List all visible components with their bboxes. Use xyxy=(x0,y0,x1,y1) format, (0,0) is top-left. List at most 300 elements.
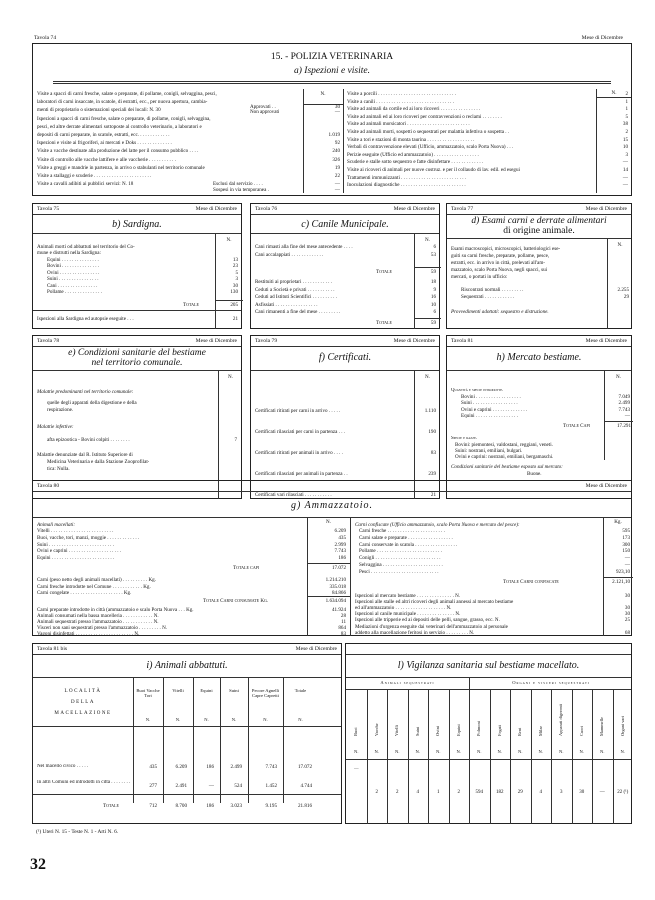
total-value: 9.195 xyxy=(265,803,277,809)
text-line: Condizioni sanitarie del bestiame esposto sul mercato: xyxy=(451,464,563,470)
table-label: Tavola 77 xyxy=(451,206,474,212)
row-value: 30 xyxy=(624,611,630,618)
row-label: Verbali di contravvenzione elevati (Ufficio, ammazzatoio, scalo Porta Nuova) . . . xyxy=(347,144,514,151)
n-header: N. xyxy=(518,749,523,754)
row-value: 6 xyxy=(433,244,436,250)
row-label: Equini . . . . . . . . . . . . . . . xyxy=(47,257,99,263)
table-81 xyxy=(446,335,632,499)
row-label: Scuderie e stalle sotto sequestro e fatte disinfettare . . . . . . . . . . . . . xyxy=(347,159,484,166)
row-label: Pollame . . . . . . . . . . . . . . . xyxy=(47,289,102,295)
row-value: 83 xyxy=(340,631,346,638)
row-value: 335.018 xyxy=(329,583,346,590)
group-header: Organi e visceri sequestrati xyxy=(512,680,590,685)
total-value: 1.634.094 xyxy=(325,598,346,604)
location-header: MACELLAZIONE xyxy=(54,711,112,716)
row-value: 2 xyxy=(625,129,628,135)
row-value: 84.866 xyxy=(331,590,346,596)
row-label: Visite a vacche destinate alla produzione del latte per il consumo pubblico . . . . xyxy=(37,148,199,155)
row-value: 11 xyxy=(341,619,346,626)
row-value: — xyxy=(624,412,630,419)
column-header: Mammelle xyxy=(599,716,605,736)
n-header: N. xyxy=(204,717,209,722)
n-header: N. xyxy=(320,91,326,97)
table-76 xyxy=(250,203,440,329)
cell-value: 1.452 xyxy=(265,783,277,789)
row-label: Carni (peso netto degli animali macellati) . . . . . . . . . . Kg. xyxy=(37,577,156,583)
row-value: 21 xyxy=(232,316,238,322)
table-title: d) Esami carni e derrate alimentari xyxy=(471,216,607,226)
row-label: Ovini e caprini . . . . . . . . . . . . . . . . . . . . . xyxy=(37,548,122,555)
cell-value: 7.743 xyxy=(265,764,277,770)
row-value: 92 xyxy=(334,140,340,147)
row-label: Visite a spacci di carni fresche, salate o preparate, di pollame, conigli, selvaggina, pesci, xyxy=(37,91,217,97)
n-header: N. xyxy=(600,749,605,754)
n-header: N. xyxy=(436,749,441,754)
row-label: Suini . . . . . . . . . . . . . . . . . . xyxy=(461,400,518,407)
month-label: Mese di Dicembre xyxy=(393,206,435,212)
footnote: Provvedimenti adottati: sequestro e distruzione. xyxy=(451,309,549,315)
header-right: Mese di Dicembre xyxy=(581,35,623,41)
row-label: ed all'ammazzatoio . . . . . . . . . . . . . . . . . . . . N. xyxy=(355,605,452,612)
row-label: Carni conservate in scatola . . . . . . . . . . . . . . . . . xyxy=(359,541,458,548)
row-value: 22 xyxy=(334,173,340,179)
row-label: addetto alla macellazione feritosi in servizio . . . . . . . . . N. xyxy=(355,629,475,636)
row-label: Visite a cavalli adibiti ai pubblici servizi: N. 18 xyxy=(37,181,134,188)
text-line: Bovini: piemontesi, valdostani, reggiani, veneti. xyxy=(455,442,553,448)
row-label: Cani . . . . . . . . . . . . . . . . xyxy=(47,282,98,289)
total-label: Totale xyxy=(183,302,199,308)
table-title: b) Sardigna. xyxy=(112,219,162,230)
row-value: 7.049 xyxy=(618,394,630,400)
row-label: menti di proprietario o sistemazioni speciali dei locali: N. 30 xyxy=(37,107,161,114)
intro-line: Animali morti od abbattuti nel territorio del Co- xyxy=(37,244,135,250)
approval-value: 30 xyxy=(334,104,340,110)
table-label: Tavola 81 bis xyxy=(37,646,68,652)
column-header: Suini xyxy=(229,688,239,693)
row-value: 14 xyxy=(622,167,628,173)
row-label: Vagoni disinfettati . . . . . . . . . . . . . . . . . . . . . . . N. xyxy=(37,631,140,638)
table-title: l) Vigilanza sanitaria sul bestiame macellato. xyxy=(397,660,580,671)
table-label: Tavola 81 xyxy=(451,338,474,344)
column-header: Buoi xyxy=(353,727,359,736)
row-value: 6 xyxy=(433,309,436,315)
cell-value: 182 xyxy=(496,790,504,795)
row-label: Animali consumati nella bassa macelleria . . . . . . . . . . . . N. xyxy=(37,613,159,620)
cell-value: 186 xyxy=(206,764,214,770)
total-label: Totale Carni consumate Kg. xyxy=(203,598,269,604)
n-header: N. xyxy=(263,717,268,722)
row-value: 2 xyxy=(625,91,628,97)
n-header: N. xyxy=(559,749,564,754)
cell-value: 1 xyxy=(437,790,440,795)
row-label: Visite ad animali morti, sospetti o sequestrati per malattia infettiva o sospetta . . xyxy=(347,129,510,135)
cell-value: — xyxy=(353,765,359,770)
total-value: 712 xyxy=(149,803,157,809)
location-header: LOCALITÀ xyxy=(64,689,102,694)
text-line: Medicina Veterinaria e dalla Stazione Zooprofilat- xyxy=(47,459,150,465)
text-line: Suini: nostrani, emiliani, bulgari. xyxy=(455,448,523,454)
row-label: Visceri non sani sequestrati presso l'ammazzatoio . . . . . . . . . N. xyxy=(37,625,168,632)
approval-label: Approvati . . xyxy=(250,104,276,110)
row-label: Vitelli . . . . . . . . . . . . . . . . . . . . . . . . . xyxy=(37,528,114,534)
month-label: Mese di Dicembre xyxy=(195,206,237,212)
text-line: guiti su carni fresche, preparate, pollame, pesce, xyxy=(451,253,550,259)
row-value: 30 xyxy=(232,282,238,289)
row-value: 28 xyxy=(340,613,346,620)
total-label: Totale Capi xyxy=(563,423,591,429)
column-header: Reni xyxy=(517,727,523,736)
cell-value: 17.072 xyxy=(297,764,312,770)
row-label: Ceduti ad Istituti Scientifici . . . . . . . . . . xyxy=(255,294,337,300)
column-header: Vitelli xyxy=(394,725,400,736)
section-label: Quantità e specie introdotte. xyxy=(451,388,504,393)
row-label: pesci, ed altre derrate alimentari sottoposte al controllo veterinario, a laboratori e xyxy=(37,123,202,130)
row-value: 300 xyxy=(622,541,630,548)
table-title: i) Animali abbattuti. xyxy=(146,660,228,671)
total-label: Totale Carni confiscate xyxy=(503,579,559,585)
page-number: 32 xyxy=(30,856,46,873)
horse-value: — xyxy=(334,181,340,187)
text-line: mazzatoio, scalo Porta Nuova, negli spacci, sui xyxy=(451,267,548,273)
cell-value: — xyxy=(599,790,605,795)
text-line: mercati, o portati in ufficio: xyxy=(451,274,508,280)
table-80 xyxy=(32,480,632,636)
row-value: 30 xyxy=(624,605,630,612)
row-value: 16 xyxy=(430,294,436,300)
text-line: Buone. xyxy=(527,471,542,477)
row-label: Suini . . . . . . . . . . . . . . . . xyxy=(47,276,99,283)
n-header: N. xyxy=(456,749,461,754)
row-label: Visite a tori e stazioni di monta taurina . . . . . . . . . . . . . . . . . . . xyxy=(347,136,475,143)
horse-value: — xyxy=(334,187,340,193)
row-label: Restituiti ai proprietari . . . . . . . . . . . . xyxy=(255,279,332,285)
n-header: N. xyxy=(579,749,584,754)
cell-value: 6.209 xyxy=(175,764,187,770)
n-header: N. xyxy=(175,717,181,722)
row-value: 21 xyxy=(430,492,436,498)
row-value: 435 xyxy=(338,534,346,541)
column-header: Fegati xyxy=(496,725,502,736)
row-label: Ispezioni a spacci di carni fresche, salate o preparate, di pollame, conigli, selvaggina, xyxy=(37,115,211,122)
row-label: Ispezioni al mercato bestiame . . . . . . . . . . . . . . . N. xyxy=(355,593,461,599)
total-value: 59 xyxy=(430,269,436,275)
row-label: Ispezioni alle tripperie ed ai depositi delle pelli, sangue, grasso, ecc. N. xyxy=(355,617,500,624)
column-header: Vacche xyxy=(373,723,379,736)
row-value: 29 xyxy=(623,294,629,300)
row-label: Visite ad animali ed ai loro ricoveri per contravvenzioni o reclami . . . . . . . . xyxy=(347,113,502,120)
text-line: Malattie predominanti nel territorio comunale: xyxy=(37,389,134,395)
total-value: 21.816 xyxy=(297,803,312,809)
row-label: Carni preparate introdotte in città (ammazzatoio e scalo Porta Nuova . . . Kg. xyxy=(37,607,194,613)
location-header: DELLA xyxy=(71,700,95,705)
cell-value: 4 xyxy=(539,790,542,795)
row-label: Certificati ritirati per carni in arrivo . . . . . xyxy=(255,408,341,414)
row-value: 5 xyxy=(625,113,628,120)
row-value: 3 xyxy=(235,276,238,283)
text-line: estratti, ecc. in arrivo in città, prelevati all'am- xyxy=(451,260,545,266)
column-header: Apparati digerenti xyxy=(558,703,564,736)
row-value: 1 xyxy=(625,106,628,113)
horse-label: Sospesi in via temporanea . xyxy=(213,187,269,193)
row-label: Visite ad animali da cortile ed ai loro ricoveri . . . . . . . . . . . . . . . . xyxy=(347,106,481,113)
row-value: 7.743 xyxy=(334,548,346,555)
row-value: 83 xyxy=(430,450,436,456)
row-value: — xyxy=(624,555,630,562)
table-title: f) Certificati. xyxy=(318,352,372,363)
column-header: Buoi Vacche Tori xyxy=(136,688,160,698)
row-label: depositi di carni preparate, in scatole, estratti, ecc. . . . . . . . . . . . . xyxy=(37,132,170,138)
total-value: 205 xyxy=(230,302,238,308)
total-value: 59 xyxy=(430,320,436,326)
group-header: Animali sequestrati xyxy=(380,680,435,685)
cell-value: 29 xyxy=(517,790,523,795)
cell-value: 2 xyxy=(375,790,378,795)
row-label: Carni fresche introdotte nel Comune . . . . . . . . . . . . Kg. xyxy=(37,583,151,590)
row-value: 186 xyxy=(338,555,346,562)
n-header: N. xyxy=(374,749,379,754)
column-header: Suini xyxy=(414,726,420,736)
n-header: N. xyxy=(354,749,359,754)
row-value: 23 xyxy=(232,263,238,270)
row-value: 5 xyxy=(235,269,238,276)
row-label: Ispezioni e visite ai frigoriferi, ai mercati e Doks . . . . . . . . . . . . . . xyxy=(37,140,172,147)
footnote: (¹) Uteri N. 15 - Teste N. 1 - Arti N. 6. xyxy=(36,829,119,835)
total-label: Totale capi xyxy=(233,565,260,571)
cell-value: 435 xyxy=(149,764,157,770)
total-value: 186 xyxy=(206,803,214,809)
n-header: N. xyxy=(616,374,621,380)
column-header: Cuori xyxy=(578,725,584,736)
row-value: 1.019 xyxy=(328,132,340,138)
cell-value: 2.499 xyxy=(230,764,242,770)
approval-label: Non approvati xyxy=(250,109,280,115)
month-label: Mese di Dicembre xyxy=(585,338,627,344)
n-header: N. xyxy=(538,749,543,754)
row-value: 13 xyxy=(232,257,238,263)
row-label: Equini . . . . . . . . . . . . . . . . . . . . . . . . . xyxy=(37,555,115,562)
n-header: N. xyxy=(226,237,232,243)
row-label: Equini . . . . . . . . . . . . . . . . . xyxy=(461,412,518,419)
text-line: afta epizootica - Bovini colpiti . . . . . . . . xyxy=(47,437,130,443)
table-label: Tavola 80 xyxy=(37,483,60,489)
cell-value: 2 xyxy=(396,790,399,795)
n-header: N. xyxy=(415,749,420,754)
column-header: Equini xyxy=(455,724,461,736)
row-value: 923,10 xyxy=(615,568,630,575)
month-label: Mese di Dicembre xyxy=(585,483,627,489)
row-value: 1.214.210 xyxy=(325,577,346,583)
month-label: Mese di Dicembre xyxy=(295,646,337,652)
column-header: Polmoni xyxy=(476,721,482,736)
row-value: 7.743 xyxy=(618,406,630,413)
row-value: 3 xyxy=(625,151,628,158)
row-value: — xyxy=(622,174,628,181)
row-label: Carni fresche . . . . . . . . . . . . . . . . . . . . . . . xyxy=(359,528,445,534)
row-label: Ispezioni alla Sardigna ed autopsie eseguite . . . xyxy=(37,316,134,322)
n-header: N. xyxy=(145,717,151,722)
subtitle: a) Ispezioni e visite. xyxy=(294,66,370,76)
row-value: 2.499 xyxy=(618,400,630,407)
row-value: — xyxy=(622,159,628,166)
row-label: Ceduti a Società e privati . . . . . . . . . . . xyxy=(255,286,335,293)
column-header: Vitelli xyxy=(172,688,184,693)
row-label: Selvaggina . . . . . . . . . . . . . . . . . . . . . . . . xyxy=(359,562,443,568)
row-label: In altri Comuni ed introdotti in città . . . . . . . . xyxy=(37,780,131,785)
n-header: N. xyxy=(620,749,625,754)
row-label: Buoi, vacche, tori, manzi, moggie . . . . . . . . . . . . . xyxy=(37,534,140,541)
n-header: N. xyxy=(231,717,237,722)
n-header: N. xyxy=(326,519,331,525)
n-header: N. xyxy=(617,242,623,248)
month-label: Mese di Dicembre xyxy=(393,338,435,344)
row-value: 595 xyxy=(622,528,630,534)
row-value: 150 xyxy=(622,548,630,555)
row-value: 2.999 xyxy=(334,541,346,548)
row-value: 18 xyxy=(430,279,436,285)
row-label: Carni salate e preparate . . . . . . . . . . . . . . . . . . xyxy=(359,534,453,541)
table-label: Tavola 78 xyxy=(37,338,60,344)
row-label: Visite a greggi e mandrie in partenza, in arrivo o stabulanti nel territorio comunale xyxy=(37,164,205,171)
row-label: Certificati vari rilasciati . . . . . . . . . . . xyxy=(255,492,332,498)
row-label: Certificati rilasciati per animali in partenza . . xyxy=(255,471,348,477)
table-title: h) Mercato bestiame. xyxy=(496,352,582,363)
header-left: Tavola 74 xyxy=(34,35,57,41)
n-header: N. xyxy=(497,749,502,754)
row-value: 25 xyxy=(624,617,630,624)
row-label: Cani accalappiati . . . . . . . . . . . . . xyxy=(255,252,324,258)
row-label: Ovini . . . . . . . . . . . . . . . . xyxy=(47,269,100,276)
month-label: Mese di Dicembre xyxy=(585,206,627,212)
row-value: 10 xyxy=(430,301,436,308)
row-label: Bovini . . . . . . . . . . . . . . . . . . xyxy=(461,394,521,400)
row-value: 130 xyxy=(230,289,238,295)
intro-line: mune e distrutti nella Sardigna: xyxy=(37,250,101,256)
row-value: 6.209 xyxy=(334,528,346,534)
table-79 xyxy=(250,335,440,499)
row-value: 1 xyxy=(625,98,628,105)
row-label: Cani rimanenti a fine del mese . . . . . . . . . xyxy=(255,309,341,315)
row-label: Mediazioni d'urgenza eseguite dai veterinari dell'ammazzatoio al personale xyxy=(355,623,508,630)
row-label: Visite a porcili . . . . . . . . . . . . . . . . . . . . . . . . . . . . . . . xyxy=(347,91,456,97)
table-title: nel territorio comunale. xyxy=(91,358,183,368)
row-value: 9 xyxy=(433,286,436,293)
total-value: 2.121,10 xyxy=(612,579,630,585)
cell-value: 30 xyxy=(579,790,585,795)
table-title: di origine animale. xyxy=(503,226,575,236)
n-header: N. xyxy=(298,717,303,722)
n-header: N. xyxy=(425,374,430,380)
table-77 xyxy=(446,203,632,329)
n-header: N. xyxy=(425,237,430,243)
column-header: Pecore Agnelli Capre Capretti xyxy=(251,688,280,698)
row-label: Trattamenti immunizzanti . . . . . . . . . . . . . . . . . . . . . . . . . . xyxy=(347,174,467,181)
table-label: Tavola 75 xyxy=(37,206,60,212)
section-label: Carni confiscate (Ufficio ammazzatoio, scalo Porta Nuova e mercato del pesce): xyxy=(355,522,520,528)
cell-value: 2 xyxy=(457,790,460,795)
text-line: Ovini e caprini: nostrani, emiliani, bergamaschi. xyxy=(455,454,554,460)
section-label: Animali macellati: xyxy=(37,522,76,528)
column-header: Ovini xyxy=(435,725,441,736)
row-value: 41.924 xyxy=(331,607,346,613)
row-label: Visite ad animali morsicatori . . . . . . . . . . . . . . . . . . . . . . . . . xyxy=(347,121,470,128)
row-value: 30 xyxy=(624,593,630,599)
row-label: Animali sequestrati presso l'ammazzatoio . . . . . . . . . . . . N. xyxy=(37,619,159,626)
n-header: N. xyxy=(395,749,400,754)
text-line: quelle degli apparati della digestione e della xyxy=(47,400,137,406)
row-label: Visite di controllo alle vacche lattifere e alle vaccherie . . . . . . . . . . . xyxy=(37,156,176,163)
row-value: 53 xyxy=(430,252,436,258)
row-value: 326 xyxy=(332,156,340,163)
total-value: 3.023 xyxy=(230,803,242,809)
column-header: Organi vari xyxy=(619,715,625,736)
table-81-bis xyxy=(32,643,342,824)
row-value: 19 xyxy=(334,164,340,171)
row-label: Riscontrati normali . . . . . . . . . xyxy=(461,287,524,293)
row-label: Bovini . . . . . . . . . . . . . . . xyxy=(47,263,100,270)
row-value: 38 xyxy=(622,121,628,128)
text-line: tica: Nulla. xyxy=(47,466,70,472)
table-title: c) Canile Municipale. xyxy=(301,219,389,230)
cell-value: 4.744 xyxy=(300,783,312,789)
table-title: g) Ammazzatoio. xyxy=(290,500,374,511)
row-label: Perizie eseguite (Ufficio ed ammazzatoio) . . . . . . . . . . . . . . . . . . xyxy=(347,151,479,158)
table-82 xyxy=(345,643,632,824)
row-label: Pesci . . . . . . . . . . . . . . . . . . . . . . . . . . . xyxy=(359,568,439,575)
row-label: Ovini e caprini . . . . . . . . . . . . . . xyxy=(461,406,528,413)
cell-value: 594 xyxy=(475,790,483,795)
row-label: Pollame . . . . . . . . . . . . . . . . . . . . . . . . . . xyxy=(359,548,442,555)
column-header: Equini xyxy=(200,688,213,693)
cell-value: 22 (¹) xyxy=(617,790,629,795)
n-header: N. xyxy=(611,90,617,96)
cell-value: 2.491 xyxy=(175,783,187,789)
row-label: Certificati rilasciati per carni in partenza . . . xyxy=(255,429,346,435)
row-value: 173 xyxy=(622,534,630,541)
column-header: Milze xyxy=(537,725,543,736)
row-label: Inoculazioni diagnostiche . . . . . . . . . . . . . . . . . . . . . . . . . . xyxy=(347,182,466,189)
table-title: e) Condizioni sanitarie del bestiame xyxy=(68,348,206,358)
row-value: — xyxy=(624,562,630,568)
cell-value: 3 xyxy=(560,790,563,795)
row-label: Cani rimasti alla fine del mese antecedente . . . . xyxy=(255,244,353,250)
total-label: Totale xyxy=(376,320,392,326)
row-value: 190 xyxy=(428,429,436,435)
row-label: Conigli . . . . . . . . . . . . . . . . . . . . . . . . . . xyxy=(359,555,441,562)
row-label: Sequestrati . . . . . . . . . . . . xyxy=(461,294,515,300)
section-title: 15. - POLIZIA VETERINARIA xyxy=(270,52,394,62)
row-value: 240 xyxy=(332,148,340,155)
horse-label: Esclusi dal servizio . . . . xyxy=(213,181,263,187)
text-line: Malattie denunziate dal R. Istituto Superiore di xyxy=(37,452,133,458)
column-header: Totale xyxy=(294,688,307,693)
n-header: N. xyxy=(228,374,233,380)
kg-header: Kg. xyxy=(614,519,622,525)
table-75 xyxy=(32,203,242,329)
approval-value: — xyxy=(334,109,340,115)
row-value: 68 xyxy=(624,629,630,636)
row-value: 864 xyxy=(338,625,346,632)
table-label: Tavola 79 xyxy=(255,338,278,344)
total-label: Totale xyxy=(103,803,119,809)
row-value: 239 xyxy=(428,471,436,477)
row-value: 1.110 xyxy=(424,408,436,414)
total-label: Totale xyxy=(376,269,392,275)
section-label: Specie e razze. xyxy=(451,436,478,441)
row-label: Certificati ritirati per animali in arrivo . . . . xyxy=(255,450,343,456)
row-value: 15 xyxy=(622,136,628,143)
row-label: Asfissiati . . . . . . . . . . . . . . . . . xyxy=(255,301,318,308)
row-label: Suini . . . . . . . . . . . . . . . . . . . . . . . . . . xyxy=(37,541,114,548)
